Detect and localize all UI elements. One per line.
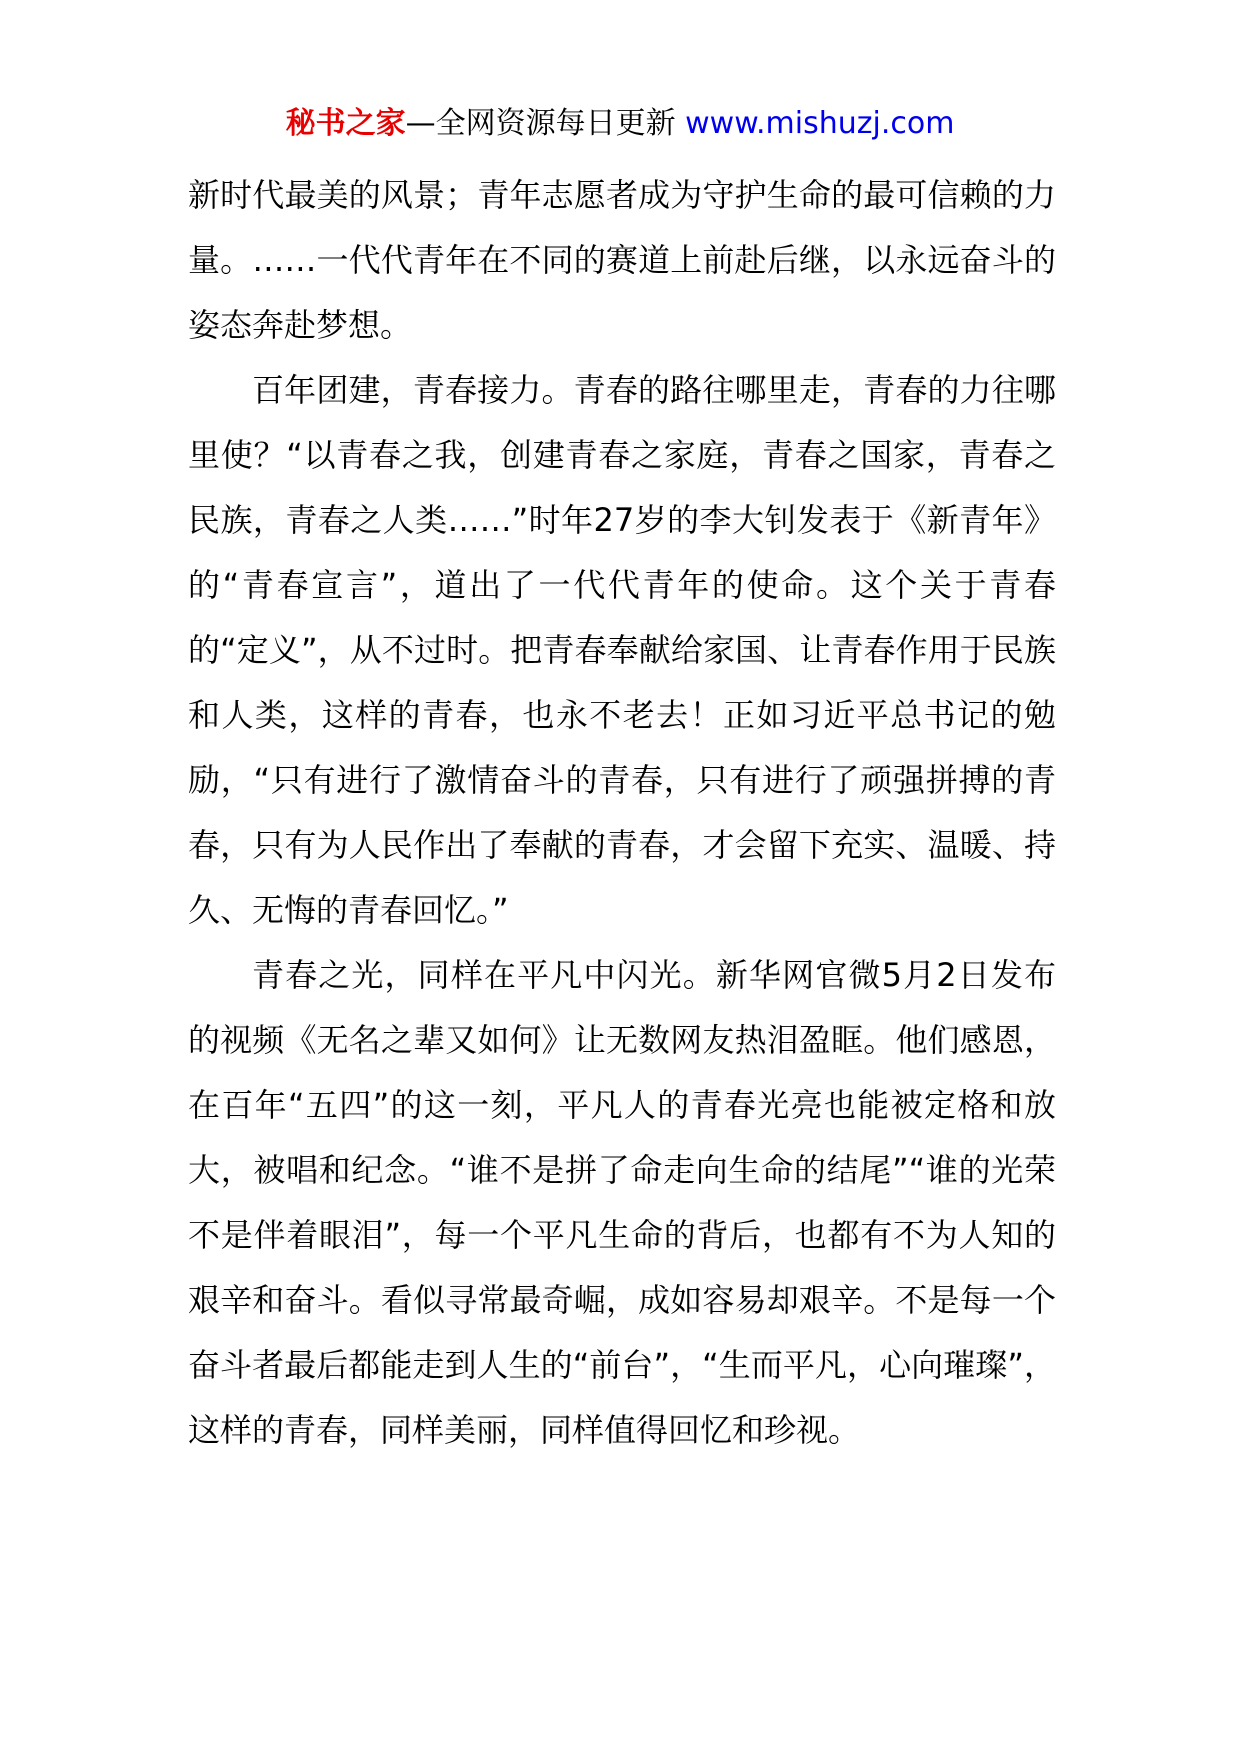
page-header bbox=[0, 102, 1240, 146]
header-url-link[interactable]: www.mishuzj.com bbox=[685, 106, 955, 141]
paragraph-youth-relay: 百年团建，青春接力。青春的路往哪里走，青春的力往哪里使？“以青春之我，创建青春之家庭，青春之国家，青春之民族，青春之人类……”时年27岁的李大钊发表于《新青年》的“青春宣言”，道出了一代代青年的使命。这个关于青春的“定义”，从不过时。把青春奉献给家国、让青春作用于民族和人类，这样的青春，也永不老去！正如习近平总书记的勉励，“只有进行了激情奋斗的青春，只有进行了顽强拼搏的青春，只有为人民作出了奉献的青春，才会留下充实、温暖、持久、无悔的青春回忆。” bbox=[188, 371, 1056, 929]
paragraph-ordinary-light: 青春之光，同样在平凡中闪光。新华网官微5月2日发布的视频《无名之辈又如何》让无数网友热泪盈眶。他们感恩，在百年“五四”的这一刻，平凡人的青春光亮也能被定格和放大，被唱和纪念。“谁不是拼了命走向生命的结尾”“谁的光荣不是伴着眼泪”，每一个平凡生命的背后，也都有不为人知的艰辛和奋斗。看似寻常最奇崛，成如容易却艰辛。不是每一个奋斗者最后都能走到人生的“前台”，“生而平凡，心向璀璨”，这样的青春，同样美丽，同样值得回忆和珍视。 bbox=[188, 956, 1056, 1449]
document-body bbox=[188, 163, 1056, 1463]
paragraph-continuation: 新时代最美的风景；青年志愿者成为守护生命的最可信赖的力量。……一代代青年在不同的赛道上前赴后继，以永远奋斗的姿态奔赴梦想。 bbox=[188, 176, 1056, 344]
brand-name: 秘书之家 bbox=[285, 106, 406, 141]
header-tagline: —全网资源每日更新 bbox=[405, 106, 676, 141]
